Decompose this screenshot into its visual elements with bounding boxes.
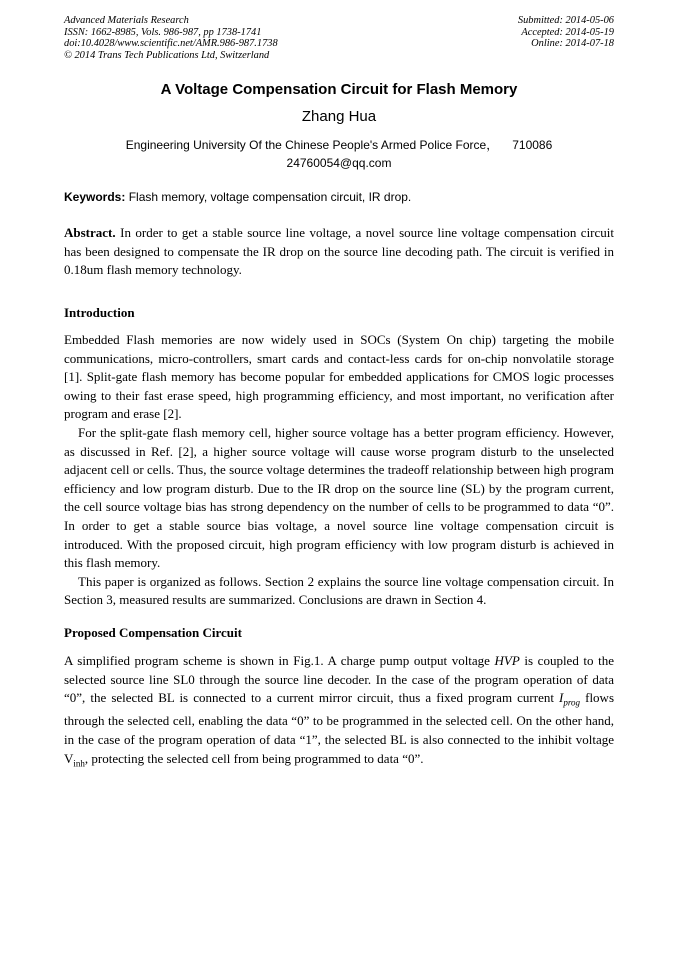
affiliation-block <box>0 136 678 172</box>
keywords-label: Keywords: <box>64 190 126 204</box>
intro-paragraph-3: This paper is organized as follows. Section 2 explains the source line voltage compensation circuit. In Section 3, measured results are summarized. Conclusions are drawn in Section 4. <box>64 573 614 608</box>
proposed-circuit-heading: Proposed Compensation Circuit <box>64 625 242 640</box>
iprog-symbol <box>559 690 581 708</box>
paper-title: A Voltage Compensation Circuit for Flash Memory <box>160 81 518 98</box>
proposed-paragraph <box>64 652 614 773</box>
author-name: Zhang Hua <box>301 108 377 125</box>
journal-info <box>64 15 278 61</box>
introduction-heading: Introduction <box>64 305 135 320</box>
keywords-text: Flash memory, voltage compensation circuit, IR drop. <box>128 190 412 204</box>
affiliation-line <box>0 136 678 154</box>
proposed-circuit-section <box>64 652 614 773</box>
text-segment: flows through the selected cell, enabling the data “0” to be programmed in the selected cell. On the other hand, in the case of the program operation of data “1”, the selected BL is also connected to the inhibit voltage V <box>64 690 615 766</box>
vinh-subscript: inh <box>73 758 85 769</box>
text-segment: is coupled to the selected source line SL0 through the source line decoder. In the case of the program operation of data “0”, the selected BL is connected to a current mirror circuit, thus a fixed program current <box>64 653 614 706</box>
introduction-section <box>64 331 614 610</box>
abstract <box>64 224 614 280</box>
abstract-paragraph <box>64 224 614 280</box>
postcode: 710086 <box>512 138 553 152</box>
abstract-text: In order to get a stable source line voltage, a novel source line voltage compensation circuit has been designed to compensate the IR drop on the source line decoding path. The circuit is verified in 0.18um flash memory technology. <box>64 225 615 278</box>
accepted-date: Accepted: 2014-05-19 <box>521 26 614 38</box>
submitted-date: Submitted: 2014-05-06 <box>517 15 614 26</box>
iprog-subscript: prog <box>563 697 581 708</box>
text-segment: , protecting the selected cell from being programmed to data “0”. <box>84 750 424 766</box>
online-date: Online: 2014-07-18 <box>531 38 614 50</box>
hvp-symbol: HVP <box>494 653 520 668</box>
doi-line: doi:10.4028/www.scientific.net/AMR.986-987.1738 <box>64 38 278 50</box>
issn-line: ISSN: 1662-8985, Vols. 986-987, pp 1738-1741 <box>64 26 262 38</box>
abstract-label: Abstract. <box>64 225 116 240</box>
journal-name: Advanced Materials Research <box>64 15 189 26</box>
keywords <box>64 190 614 204</box>
intro-paragraph-2: For the split-gate flash memory cell, higher source voltage has a better program efficiency. However, as discussed in Ref. [2], a higher source voltage will cause worse program disturb to the unselected adjacent cell or cells. Thus, the source voltage determines the tradeoff relationship between high program efficiency and low program disturb. Due to the IR drop on the source line (SL) by the program current, the cell source voltage bias has strong dependency on the number of cells to be programmed to data “0”. In order to get a stable source bias voltage, a novel source line voltage compensation circuit is introduced. With the proposed circuit, high program efficiency with low program disturb is achieved in this flash memory. <box>64 424 614 571</box>
submission-dates <box>518 15 614 50</box>
intro-paragraph-1: Embedded Flash memories are now widely used in SOCs (System On chip) targeting the mobile communications, micro-controllers, smart cards and contact-less cards for on-chip nonvolatile storage [1]. Split-gate flash memory has become popular for embedded applications for CMOS logic processes owing to their fast erase speed, high programming efficiency, and most important, no verification after program and erase [2]. <box>64 332 614 422</box>
affiliation: Engineering University Of the Chinese People's Armed Police Force， <box>125 138 499 152</box>
copyright-line: © 2014 Trans Tech Publications Ltd, Switzerland <box>64 49 270 61</box>
text-segment: A simplified program scheme is shown in Fig.1. A charge pump output voltage <box>64 653 495 668</box>
author-email: 24760054@qq.com <box>286 156 392 170</box>
iprog-base: I <box>559 690 564 706</box>
